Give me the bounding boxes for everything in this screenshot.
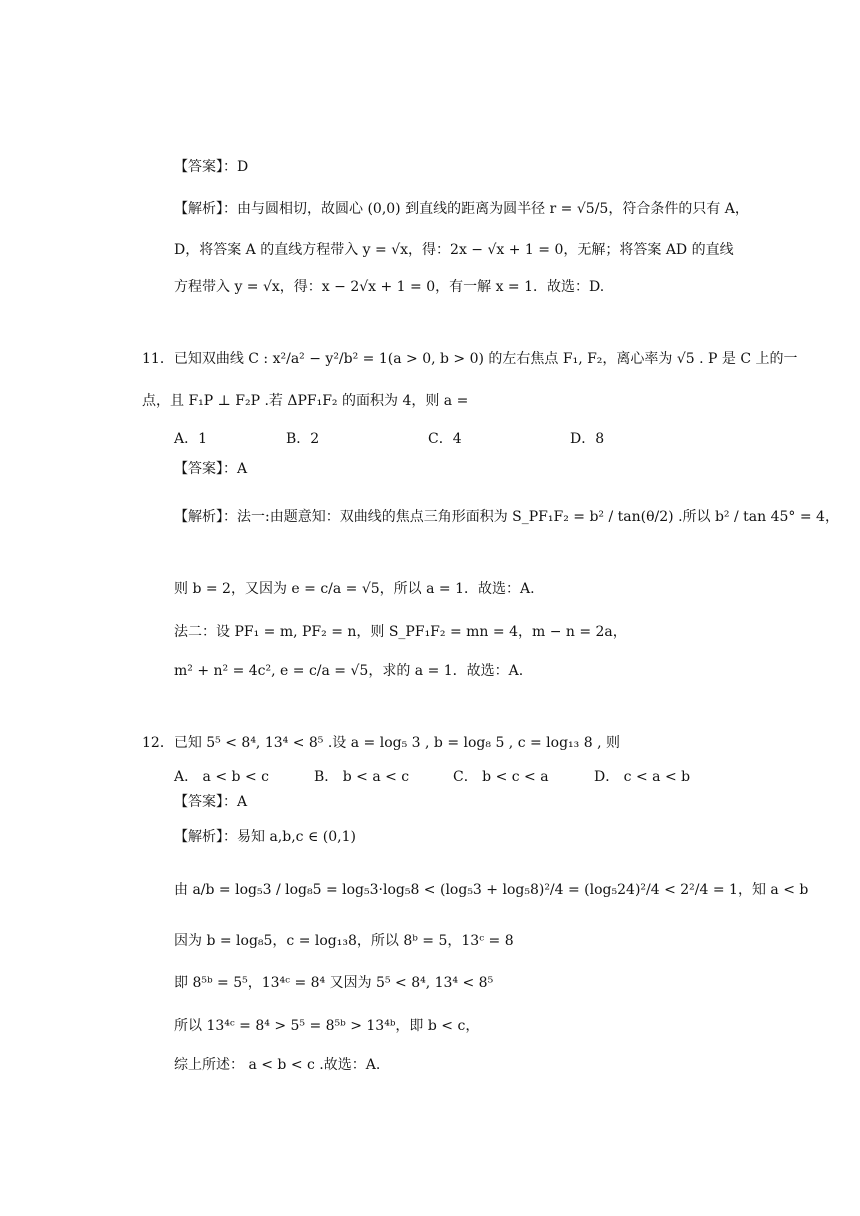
q12-analysis-line-1: 【解析】：易知 a,b,c ∈ (0,1) [174, 829, 356, 845]
q11-analysis-line-2: 则 b = 2，又因为 e = c/a = √5，所以 a = 1．故选：A. [174, 581, 535, 597]
q11-analysis-line-4: m² + n² = 4c², e = c/a = √5，求的 a = 1．故选：A. [174, 663, 524, 679]
q12-option-b: B． b < a < c [314, 769, 410, 785]
q10-analysis-line-2: D，将答案 A 的直线方程带入 y = √x，得：2x − √x + 1 = 0，无解；将答案 AD 的直线 [174, 242, 734, 258]
q12-analysis-line-2: 由 a/b = log₅3 / log₈5 = log₅3·log₅8 < (log₅3 + log₅8)²/4 = (log₅24)²/4 < 2²/4 = 1，知 a < b [174, 882, 809, 898]
q11-stem-line-2: 点，且 F₁P ⊥ F₂P .若 ΔPF₁F₂ 的面积为 4，则 a = [142, 393, 469, 409]
q12-analysis-line-5: 所以 13⁴ᶜ = 8⁴ > 5⁵ = 8⁵ᵇ > 13⁴ᵇ，即 b < c， [174, 1018, 480, 1034]
q11-option-b: B．2 [286, 431, 320, 447]
q12-option-a: A． a < b < c [174, 769, 269, 785]
q11-option-a: A．1 [174, 431, 208, 447]
q11-analysis-line-3: 法二：设 PF₁ = m, PF₂ = n，则 S_PF₁F₂ = mn = 4，m − n = 2a， [174, 624, 627, 640]
q12-stem: 12．已知 5⁵ < 8⁴, 13⁴ < 8⁵ .设 a = log₅ 3 , b = log₈ 5 , c = log₁₃ 8 , 则 [142, 735, 620, 751]
q12-analysis-line-4: 即 8⁵ᵇ = 5⁵，13⁴ᶜ = 8⁴ 又因为 5⁵ < 8⁴, 13⁴ < 8⁵ [174, 975, 494, 991]
q10-answer: 【答案】：D [174, 159, 249, 175]
q11-analysis-line-1: 【解析】：法一:由题意知：双曲线的焦点三角形面积为 S_PF₁F₂ = b² / tan(θ/2) .所以 b² / tan 45° = 4， [174, 509, 839, 525]
q12-option-c: C． b < c < a [453, 769, 549, 785]
q11-option-d: D．8 [570, 431, 605, 447]
q11-answer: 【答案】：A [174, 461, 248, 477]
q12-answer: 【答案】：A [174, 794, 248, 810]
q10-analysis-line-3: 方程带入 y = √x，得：x − 2√x + 1 = 0，有一解 x = 1．故选：D. [174, 279, 605, 295]
q12-analysis-line-6: 综上所述： a < b < c .故选：A. [174, 1057, 381, 1073]
q12-option-d: D． c < a < b [594, 769, 691, 785]
q11-option-c: C．4 [428, 431, 462, 447]
q11-stem-line-1: 11．已知双曲线 C : x²/a² − y²/b² = 1(a > 0, b > 0) 的左右焦点 F₁, F₂，离心率为 √5 . P 是 C 上的一 [142, 351, 798, 367]
q10-analysis-line-1: 【解析】：由与圆相切，故圆心 (0,0) 到直线的距离为圆半径 r = √5/5，符合条件的只有 A， [174, 201, 749, 217]
q12-analysis-line-3: 因为 b = log₈5，c = log₁₃8，所以 8ᵇ = 5，13ᶜ = 8 [174, 933, 514, 949]
